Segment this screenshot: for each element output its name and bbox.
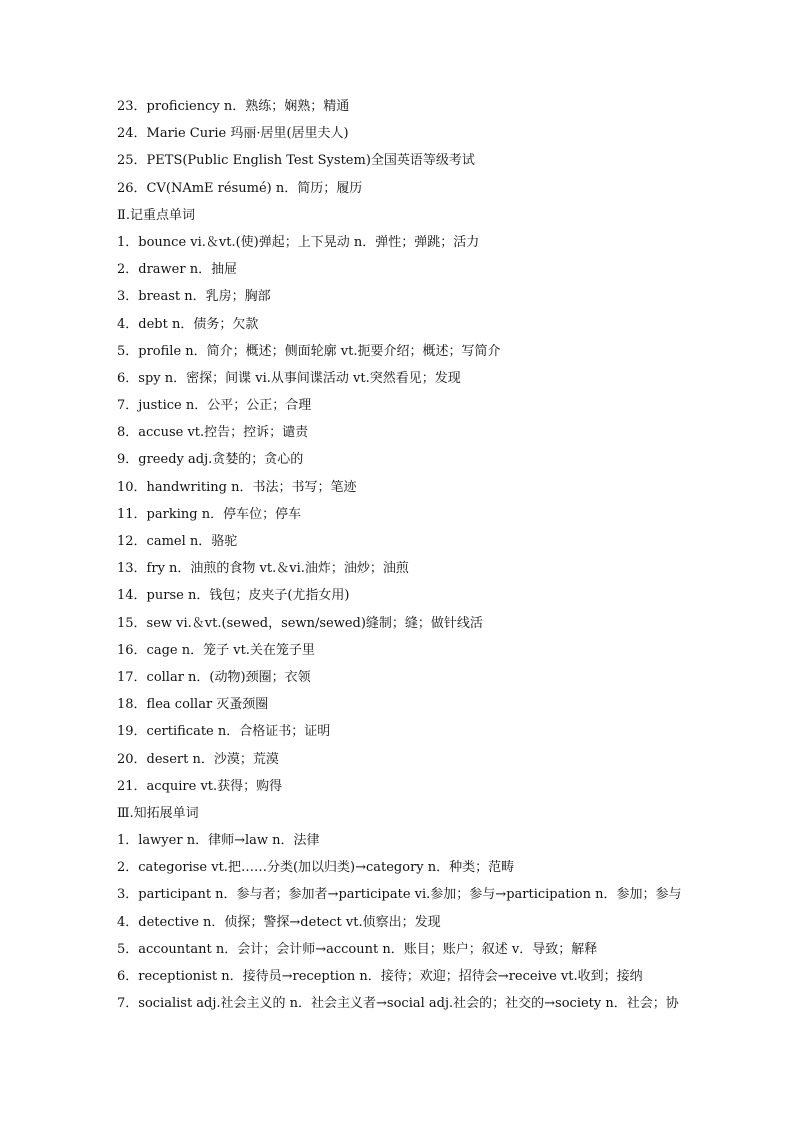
section-heading-key-words: Ⅱ.记重点单词 [117,207,195,223]
extended-word-3: 3．participant n．参与者；参加者→participate vi.参加；参与→participation n．参加；参与 [117,887,682,903]
key-word-7: 7．justice n．公平；公正；合理 [117,398,312,414]
key-word-1: 1．bounce vi.＆vt.(使)弹起；上下晃动 n．弹性；弹跳；活力 [117,234,480,250]
extended-word-2: 2．categorise vt.把……分类(加以归类)→category n．种类；范畴 [117,860,515,876]
vocabulary-document [117,93,717,1017]
key-word-17: 17．collar n．(动物)颈圈；衣领 [117,669,311,685]
key-word-19: 19．certificate n．合格证书；证明 [117,724,331,740]
extended-word-7: 7．socialist adj.社会主义的 n．社会主义者→social adj.社会的；社交的→society n．社会；协 [117,996,679,1012]
key-word-14: 14．purse n．钱包；皮夹子(尤指女用) [117,588,350,604]
vocab-line-24: 24．Marie Curie 玛丽·居里(居里夫人) [117,126,349,142]
key-word-6: 6．spy n．密探；间谍 vi.从事间谍活动 vt.突然看见；发现 [117,370,461,386]
key-word-20: 20．desert n．沙漠；荒漠 [117,751,279,767]
key-word-21: 21．acquire vt.获得；购得 [117,778,283,794]
extended-word-4: 4．detective n．侦探；警探→detect vt.侦察出；发现 [117,914,441,930]
key-word-5: 5．profile n．简介；概述；侧面轮廓 vt.扼要介绍；概述；写简介 [117,343,501,359]
extended-word-5: 5．accountant n．会计；会计师→account n．账目；账户；叙述 v．导致；解释 [117,941,598,957]
key-word-16: 16．cage n．笼子 vt.关在笼子里 [117,642,315,658]
extended-word-6: 6．receptionist n．接待员→reception n．接待；欢迎；招待会→receive vt.收到；接纳 [117,969,643,984]
key-word-11: 11．parking n．停车位；停车 [117,506,302,522]
key-word-10: 10．handwriting n．书法；书写；笔迹 [117,479,357,495]
key-word-2: 2．drawer n．抽屉 [117,262,238,278]
vocab-line-26: 26．CV(NAmE résumé) n．简历；履历 [117,180,363,196]
key-word-4: 4．debt n．债务；欠款 [117,316,259,332]
extended-word-1: 1．lawyer n．律师→law n．法律 [117,833,320,849]
key-word-15: 15．sew vi.＆vt.(sewed，sewn/sewed)缝制；缝；做针线活 [117,615,483,631]
key-word-18: 18．flea collar 灭蚤颈圈 [117,697,269,713]
key-word-13: 13．fry n．油煎的食物 vt.＆vi.油炸；油炒；油煎 [117,561,409,577]
key-word-3: 3．breast n．乳房；胸部 [117,289,271,305]
vocab-line-25: 25．PETS(Public English Test System)全国英语等级考试 [117,153,475,169]
section-heading-extended-words: Ⅲ.知拓展单词 [117,805,199,821]
key-word-9: 9．greedy adj.贪婪的；贪心的 [117,452,304,468]
key-word-8: 8．accuse vt.控告；控诉；谴责 [117,425,309,441]
vocab-line-23: 23．proficiency n．熟练；娴熟；精通 [117,99,350,114]
key-word-12: 12．camel n．骆驼 [117,534,238,549]
